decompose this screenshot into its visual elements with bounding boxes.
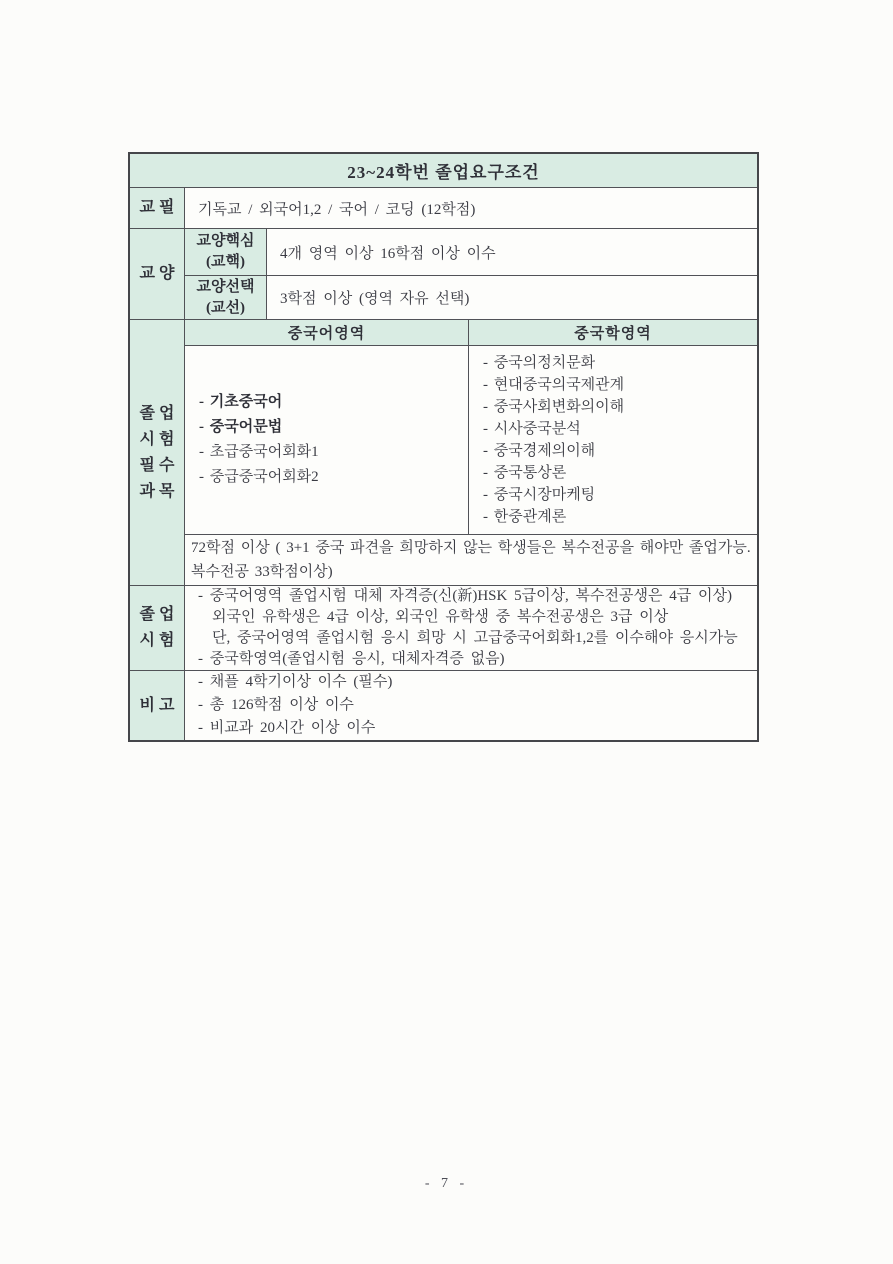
- exam-line: - 중국어영역 졸업시험 대체 자격증(신(新)HSK 5급이상, 복수전공생은 4급 이상): [198, 588, 732, 604]
- row-graduation-exam: [130, 586, 757, 671]
- exam-subjects-header-line1: 졸 업: [139, 404, 175, 422]
- course-item: - 중국어문법: [199, 419, 283, 435]
- gyoyang-elective-subrow: [185, 276, 757, 319]
- row-required-general: [130, 188, 757, 229]
- exam-content: [185, 586, 757, 670]
- course-item: - 중국의정치문화: [483, 355, 596, 371]
- row-header-remarks: 비 고: [130, 671, 185, 740]
- course-item: - 중국사회변화의이해: [483, 399, 625, 415]
- exam-header-line1: 졸 업: [139, 606, 175, 623]
- gyoyang-core-content: 4개 영역 이상 16학점 이상 이수: [280, 245, 496, 262]
- course-item: - 중국경제의이해: [483, 443, 596, 459]
- gyoyang-elective-label-line1: 교양선택: [196, 278, 255, 295]
- area-header-chinese-studies: 중국학영역: [469, 320, 757, 345]
- exam-subjects-header-line2: 시 험: [139, 430, 175, 448]
- gyoyang-subrows: [185, 229, 757, 319]
- row-header-exam: [130, 586, 185, 670]
- graduation-requirements-table: [128, 152, 759, 742]
- exam-subjects-header-line4: 과 목: [139, 482, 175, 500]
- course-lists: [185, 346, 757, 535]
- exam-line: - 중국학영역(졸업시험 응시, 대체자격증 없음): [198, 651, 505, 667]
- course-item: - 초급중국어회화1: [199, 444, 319, 460]
- gyoyang-elective-label: [185, 276, 267, 319]
- remarks-line: - 채플 4학기이상 이수 (필수): [198, 674, 393, 690]
- exam-header-line2: 시 험: [139, 632, 175, 649]
- area-header-chinese-language: 중국어영역: [185, 320, 469, 345]
- course-item: - 현대중국의국제관계: [483, 377, 625, 393]
- exam-subjects-body: [185, 320, 757, 585]
- remarks-line: - 비교과 20시간 이상 이수: [198, 720, 376, 736]
- chinese-language-course-list: [185, 346, 469, 534]
- remarks-line: - 총 126학점 이상 이수: [198, 697, 354, 713]
- course-item: - 한중관계론: [483, 509, 567, 525]
- course-item: - 중급중국어회화2: [199, 469, 319, 485]
- gyoyang-elective-content: 3학점 이상 (영역 자유 선택): [280, 291, 470, 307]
- row-remarks: [130, 671, 757, 740]
- row-header-gyoyang: 교 양: [130, 229, 185, 319]
- credit-note-line1: 72학점 이상 ( 3+1 중국 파견을 희망하지 않는 학생들은 복수전공을 해야만 졸업가능.: [191, 540, 751, 556]
- gyoyang-core-label-line2: (교핵): [206, 254, 245, 270]
- area-header-row: [185, 320, 757, 346]
- table-title: 23~24학번 졸업요구조건: [130, 154, 757, 188]
- course-item: - 기초중국어: [199, 394, 283, 410]
- exam-line: 단, 중국어영역 졸업시험 응시 희망 시 고급중국어회화1,2를 이수해야 응시가능: [212, 630, 738, 646]
- chinese-studies-course-list: [469, 346, 757, 534]
- remarks-content: [185, 671, 757, 740]
- course-item: - 중국시장마케팅: [483, 487, 596, 503]
- gyoyang-core-subrow: [185, 229, 757, 276]
- row-header-gyopil: 교 필: [130, 188, 185, 228]
- page-number: - 7 -: [424, 1176, 469, 1191]
- row-liberal-arts: [130, 229, 757, 320]
- gyoyang-core-label: [185, 229, 267, 275]
- course-item: - 시사중국분석: [483, 421, 581, 437]
- gyoyang-elective-label-line2: (교선): [206, 299, 245, 316]
- exam-line: 외국인 유학생은 4급 이상, 외국인 유학생 중 복수전공생은 3급 이상: [212, 609, 669, 625]
- gyoyang-core-label-line1: 교양핵심: [196, 233, 255, 249]
- course-item: - 중국통상론: [483, 465, 567, 481]
- gyopil-content: 기독교 / 외국어1,2 / 국어 / 코딩 (12학점): [198, 201, 476, 218]
- row-exam-required-subjects: [130, 320, 757, 586]
- credit-note-line2: 복수전공 33학점이상): [191, 564, 333, 580]
- row-header-exam-subjects: [130, 320, 185, 585]
- exam-subjects-header-line3: 필 수: [139, 456, 175, 474]
- credit-requirement-note: [185, 535, 757, 585]
